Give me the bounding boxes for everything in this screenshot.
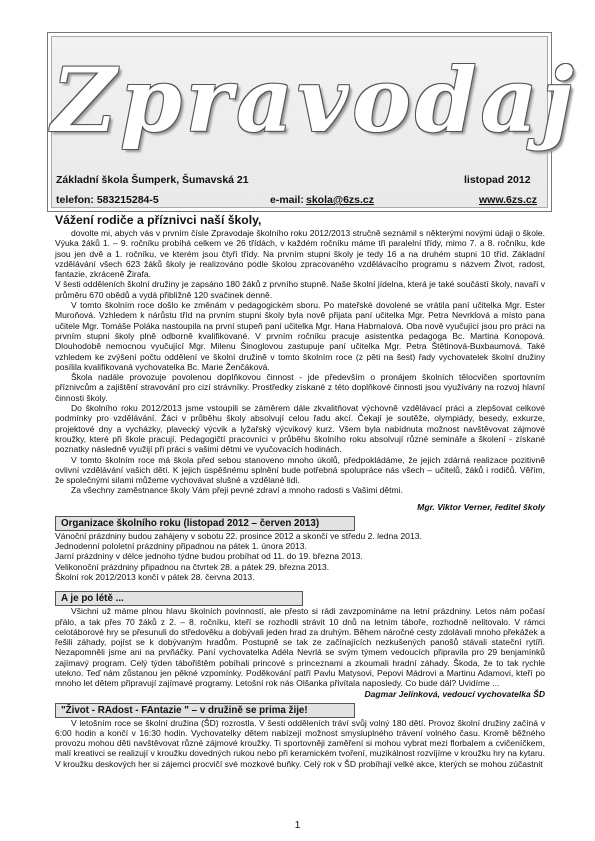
schedule-line: Vánoční prázdniny budou zahájeny v sobotu 22. prosince 2012 a skončí ve středu 2. ledna 2013. xyxy=(55,530,422,541)
intro-paragraph: Škola nadále provozuje povolenou doplňkovou činnost - jde především o pronájem školních tělocvičen sportovním příznivcům a zajištění stravování pro cizí strávníky. Prostředky získané z této doplňkové činnosti jsou využívány na rozvoj hlavní činnosti školy. xyxy=(55,372,545,403)
leto-signature: Dagmar Jelínková, vedoucí vychovatelka ŠD xyxy=(364,688,545,699)
web-link[interactable]: www.6zs.cz xyxy=(479,194,537,206)
intro-paragraph: V šesti odděleních školní družiny je zapsáno 180 žáků z prvního stupně. Naše školní jídelna, která je také součástí školy, navaří v průměru 670 obědů a vydá přibližně 120 svačinek denně. xyxy=(55,279,545,300)
section-heading: Organizace školního roku (listopad 2012 – červen 2013) xyxy=(55,516,355,531)
issue-date: listopad 2012 xyxy=(464,174,531,186)
header-panel xyxy=(51,36,578,208)
section-text xyxy=(55,606,545,699)
schedule-line: Velikonoční prázdniny připadnou na čtvrtek 28. a pátek 29. března 2013. xyxy=(55,561,330,572)
schedule-line: Jednodenní pololetní prázdniny připadnou na pátek 1. února 2013. xyxy=(55,541,307,552)
leto-text: Všichni už máme plnou hlavu školních povinností, ale přesto si rádi zavzpomínáme na letní prázdniny. Letos nám počasí přálo, a tak přes 70 žáků z 2. – 8. ročníku, kteří se rozhodli strávit 10 dnů na letním táboře, rozhodně nelitovalo. V rámci celotáborové hry se přesunuli do středověku a dobývali jeden hrad za druhým. Během náročné cesty zdolávali mnoho překážek a řešili záhady, pojíst se k dobývaným hradům. Postupně se tak ze začínajících nezkušených panošů stávali stateční rytíři. Nezapomněli jsme ani na prvňáčky. Paní vychovatelka Adéla Nevrlá se svým týmem vedoucích připravila pro 29 benjamínků zajímavý program. Celý týden tábořištěm pobíhali princové s princeznami a zkoumali hradní záhady. Škoda, že to tak rychle utekло. Teď nám zůstanou jen pěkné vzpomínky. Poděkování patří Pavlu Matysovi, Pepovi Mádrovi a Martinu Adamovi, kteří po mnoho let dětem připravují zajímavé programy. Letošní rok nás Olšanka přivítala naposledy. Co bude dál? Uvidíme ... xyxy=(55,606,545,689)
intro-paragraph: V tomto školním roce došlo ke změnám v pedagogickém sboru. Po mateřské dovolené se vrátila paní učitelka Mgr. Ester Muroňová. Vzhledem k nárůstu tříd na prvním stupni školy byla nově přijata paní učitelka Mgr. Petra Nevrklová a místo pana učitele Mgr. Tomáše Poláka nastoupila na první stupeň paní učitelka Mgr. Hana Habrnalová. Oba nově vyučující jsou pro práci na prvním stupni školy plně odborně kvalifikované. V prvním ročníku pracuje asistentka pedagoga Bc. Martina Konopová. Dlouhodobě nemocnou vyučující Mgr. Milenu Šinoglovou zastupuje paní učitelka Mgr. Petra Štětinová-Buxbaumová. Také vzhledem ke zvýšení počtu oddělení ve školní družině v tomto školním roce (z pěti na šest) řady vychovatelek školní družiny posílila kvalifikovaná vychovatelka Bc. Marie Ženčáková. xyxy=(55,300,545,372)
intro-paragraph: dovolte mi, abych vás v prvním čísle Zpravodaje školního roku 2012/2013 stručně seznámil s některými novými údaji o škole. Výuka žáků 1. – 9. ročníku probíhá celkem ve 26 třídách, v každém ročníku máme tři paralelní třídy, mimo 7. a 8. ročníku, kde jsou jen dvě a 1. ročníku, ve kterém jsou čtyři třídy. Na prvním stupni školy je tedy 16 a na druhém stupni 10 tříd. Základní vzdělávání všech 623 žáků školy je realizováno podle školou zpracovaného vzdělávacího programu s názvem Život, radost, fantazie, zkráceně Žirafa. xyxy=(55,228,545,280)
section-heading: "Život - RAdost - FAntazie " – v družině se prima žije! xyxy=(55,703,355,718)
school-address: Základní škola Šumperk, Šumavská 21 xyxy=(56,174,249,186)
schedule-line: Jarní prázdniny v délce jednoho týdne budou probíhat od 11. do 19. března 2013. xyxy=(55,551,363,562)
section-text: V letošním roce se školní družina (ŠD) rozrostla. V šesti odděleních tráví svůj volný 180 dětí. Provoz školní družiny začíná v 6:00 hodin a končí v 16:30 hodin. Vychovatelky dětem nabízejí možnost smysluplného trávení volného času. Kromě běžného provozu mohou děti navštěvovat různé zájmové kroužky. Ti sportovněji zaměření si mohou vybrat mezi florbalem a cvičeníčkem, malí kreativci se realizují v kroužku dovedných rukou nebo při keramickém tvoření, muzikálnost rozvíjíme v kroužku hry na kytaru. V kroužku deskových her si zájemci procvičí své mozkové buňky. Celý rok v ŠD probíhají velké akce, kterých se mohou zúčastnit xyxy=(55,717,545,769)
section-organizace xyxy=(55,516,545,582)
section-heading: A je po létě ... xyxy=(55,591,303,606)
newsletter-content xyxy=(55,213,545,769)
section-druzina xyxy=(55,703,545,769)
email-link[interactable]: skola@6zs.cz xyxy=(306,194,375,206)
schedule-line: Školní rok 2012/2013 končí v pátek 28. června 2013. xyxy=(55,571,255,582)
section-leto xyxy=(55,591,545,699)
director-signature: Mgr. Viktor Verner, ředitel školy xyxy=(417,501,545,512)
intro-paragraph: Za všechny zaměstnance školy Vám přeji pevné zdraví a mnoho radosti s Vašimi dětmi. xyxy=(71,485,403,496)
intro-paragraph: V tomto školním roce má škola před sebou stanoveno mnoho úkolů, předpokládáme, že jejich zdárná realizace pozitivně ovlivní vzdělávání vašich dětí. K jejich úspěšnému splnění bude potřebná spolupráce nás všech – učitelů, žáků i rodičů. Věřím, že společnými silami můžeme vychovávat slušné a vzdělané lidi. xyxy=(55,454,545,486)
phone-number: telefon: 583215284-5 xyxy=(56,194,159,206)
intro-paragraph: Do školního roku 2012/2013 jsme vstoupili se záměrem dále zkvalitňovat výchovně vzdělávací práci a zlepšovat celkové podmínky pro vzdělávání. Žáci v průběhu školy absolvují celou řadu akcí. Čekají je soutěže, olympiády, besedy, exkurze, projektové dny a vycházky, plavecký výcvik a lyžařský výcvikový kurz. Všem byla nabídnuta možnost navštěvovat zájmové kroužky, které při škole pracují. Pedagogičtí pracovníci v průběhu školního roku absolvují různé semináře a školení - získané poznatky následně využijí při práci s vašimi dětmi ve vyučovacích hodinách. xyxy=(55,403,545,455)
email-label: e-mail: xyxy=(270,194,304,206)
page-number: 1 xyxy=(294,820,301,831)
newsletter-header xyxy=(47,32,578,212)
newsletter-title: Zpravodaj xyxy=(52,48,578,152)
greeting-heading: Vážení rodiče a příznivci naší školy, xyxy=(55,213,262,227)
